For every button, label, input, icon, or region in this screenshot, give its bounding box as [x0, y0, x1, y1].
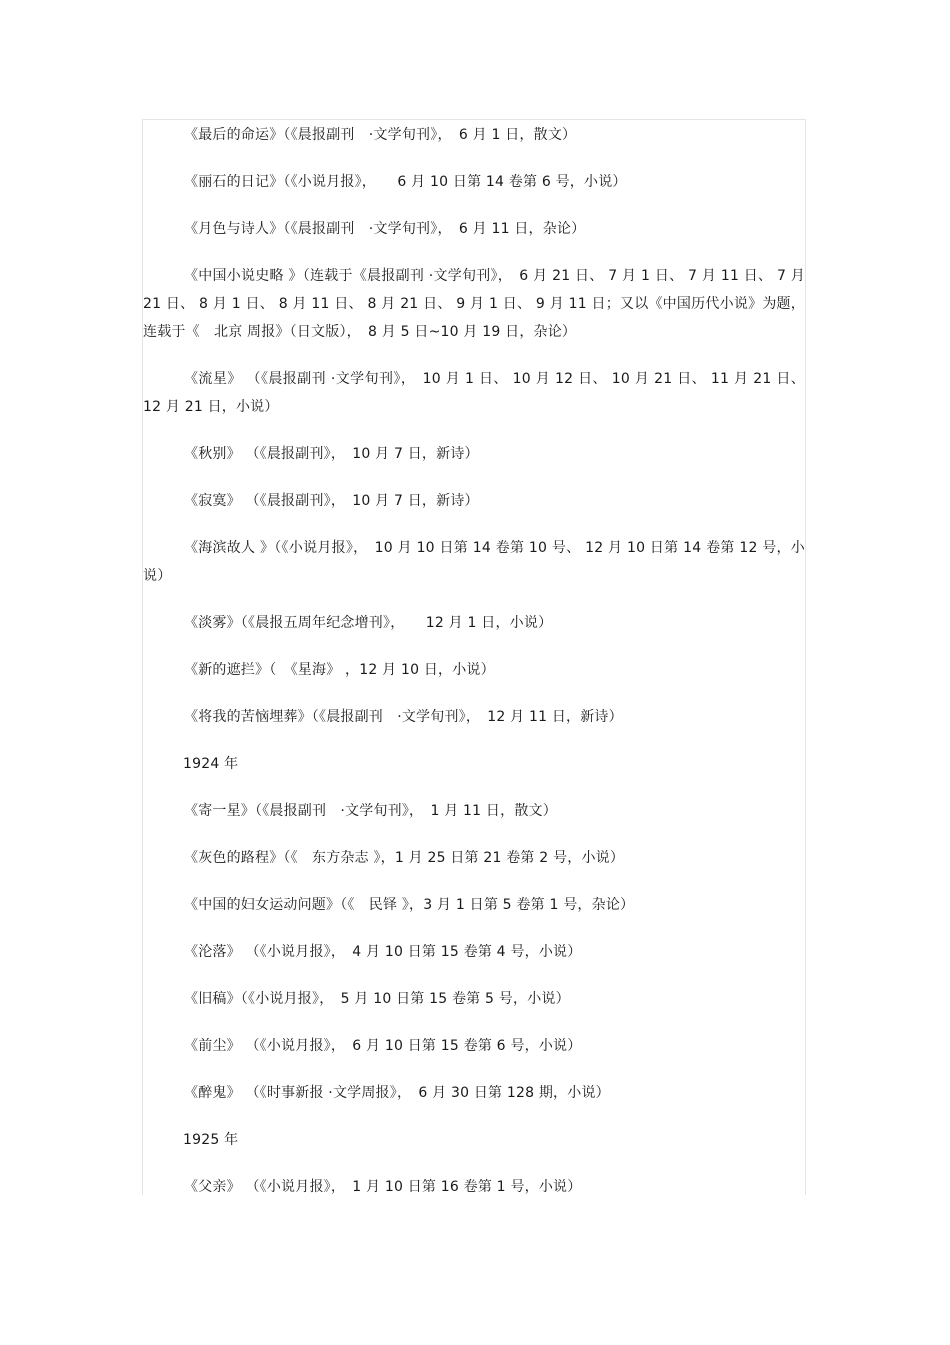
list-item: 《海滨故人 》（《小说月报》， 10 月 10 日第 14 卷第 10 号、 12 月 10 日第 14 卷第 12 号，小说） [143, 540, 805, 584]
list-item: 《灰色的路程》（《 东方杂志 》，1 月 25 日第 21 卷第 2 号，小说） [184, 850, 625, 866]
list-item: 《将我的苦恼埋葬》（《晨报副刊 ·文学旬刊》， 12 月 11 日，新诗） [184, 709, 623, 725]
year-heading: 1925 年 [183, 1132, 239, 1148]
list-item: 《秋别》 （《晨报副刊》， 10 月 7 日，新诗） [184, 446, 479, 462]
list-item: 《沦落》 （《小说月报》， 4 月 10 日第 15 卷第 4 号，小说） [184, 944, 582, 960]
list-item: 《旧稿》（《小说月报》， 5 月 10 日第 15 卷第 5 号，小说） [184, 991, 570, 1007]
list-item: 《醉鬼》 （《时事新报 ·文学周报》， 6 月 30 日第 128 期，小说） [184, 1085, 610, 1101]
list-item: 《中国的妇女运动问题》（《 民铎 》，3 月 1 日第 5 卷第 1 号，杂论） [184, 897, 635, 913]
list-item: 《流星》 （《晨报副刊 ·文学旬刊》， 10 月 1 日、 10 月 12 日、 10 月 21 日、 11 月 21 日、 12 月 21 日，小说） [143, 371, 805, 415]
document-body [143, 121, 805, 1220]
list-item: 《最后的命运》（《晨报副刊 ·文学旬刊》， 6 月 1 日，散文） [184, 127, 577, 143]
list-item: 《中国小说史略 》（连载于《晨报副刊 ·文学旬刊》， 6 月 21 日、 7 月 1 日、 7 月 11 日、 7 月 21 日、 8 月 1 日、 8 月 11 日、 8 月 21 日、 9 月 1 日、 9 月 11 日；又以《中国历代小说》为题，连载于《 北京 周报》（日文版）， 8 月 5 日~10 月 19 日，杂论） [143, 268, 805, 340]
list-item: 《父亲》 （《小说月报》， 1 月 10 日第 16 卷第 1 号，小说） [184, 1179, 582, 1195]
year-heading: 1924 年 [183, 756, 239, 772]
list-item: 《淡雾》（《晨报五周年纪念增刊》， 12 月 1 日，小说） [184, 615, 553, 631]
list-item: 《丽石的日记》（《小说月报》， 6 月 10 日第 14 卷第 6 号，小说） [184, 174, 627, 190]
list-item: 《新的遮拦》（ 《星海》 ，12 月 10 日，小说） [184, 662, 495, 678]
list-item: 《寄一星》（《晨报副刊 ·文学旬刊》， 1 月 11 日，散文） [184, 803, 557, 819]
list-item: 《前尘》 （《小说月报》， 6 月 10 日第 15 卷第 6 号，小说） [184, 1038, 582, 1054]
list-item: 《寂寞》 （《晨报副刊》， 10 月 7 日，新诗） [184, 493, 479, 509]
list-item: 《月色与诗人》（《晨报副刊 ·文学旬刊》， 6 月 11 日，杂论） [184, 221, 586, 237]
